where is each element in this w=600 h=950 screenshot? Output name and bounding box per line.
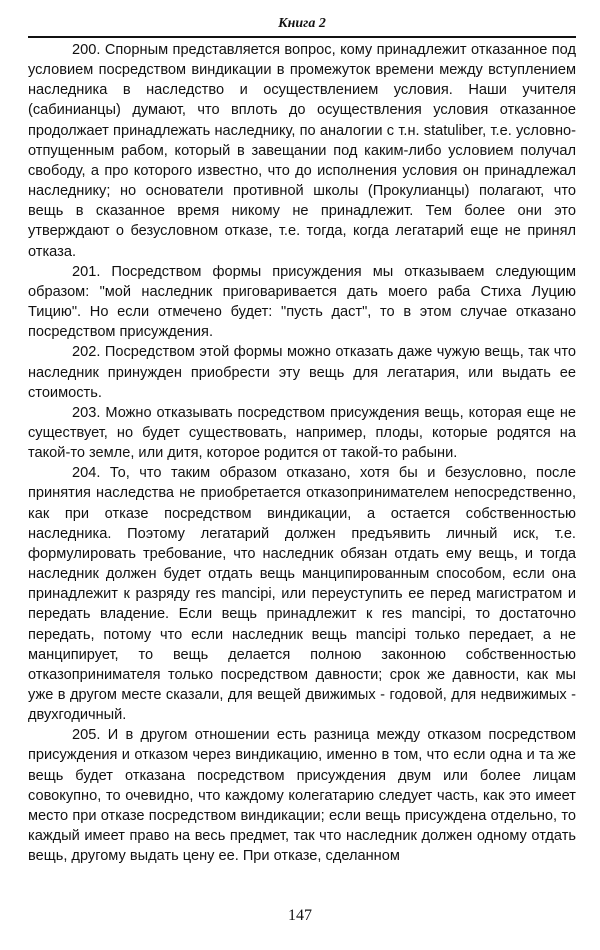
paragraph-201: 201. Посредством формы присуждения мы отказываем следующим образом: "мой наследник приговаривается дать моего раба Стиха Луцию Тицию". Но если отмечено будет: "пусть даст", то в этом случае отказано посредством присуждения. [28, 263, 576, 341]
paragraph-205: 205. И в другом отношении есть разница между отказом посредством присуждения и отказом через виндикацию, именно в том, что если одна и та же вещь будет отказана посредством присуждения двум или более лицам совокупно, то очевидно, что каждому колегатарию следует часть, как это имеет место при отказе посредством виндикации; если вещь присуждена отдельно, то каждый имеет право на весь предмет, так что наследник должен одному отдать вещь, другому выдать цену ее. При отказе, сделанном [28, 727, 576, 865]
paragraph-200: 200. Спорным представляется вопрос, кому принадлежит отказанное под условием посредством виндикации в промежуток времени между вступлением наследника в наследство и осуществлением условия. Наши учителя (сабинианцы) думают, что вплоть до осуществления условия отказанное продолжает принадлежать наследнику, по аналогии с т.н. statuliber, т.е. условно-отпущенным рабом, который в завещании под каким-либо условием получал свободу, а про которого известно, что до исполнения условия он принадлежал наследнику; но основатели противной школы (Прокулианцы) полагают, что вещь в сказанное время никому не принадлежит. Тем более они это утверждают о безусловном отказе, т.е. тогда, когда легатарий еще не принял отказа. [28, 42, 576, 260]
paragraph-202: 202. Посредством этой формы можно отказать даже чужую вещь, так что наследник принужден приобрести эту вещь для легатария, или выдать ее стоимость. [28, 344, 576, 401]
body-text [28, 40, 576, 866]
paragraph-203: 203. Можно отказывать посредством присуждения вещь, которая еще не существует, но будет существовать, например, плоды, которые родятся на такой-то земле, или дитя, которое родится от такой-то рабыни. [28, 404, 576, 462]
running-header-title: Книга 2 [278, 16, 326, 31]
paragraph-204: 204. То, что таким образом отказано, хотя бы и безусловно, после принятия наследства не приобретается отказопринимателем непосредственно, как при отказе посредством виндикации, а остается собственностью наследника. Поэтому легатарий должен предъявить личный иск, т.е. формулировать требование, что наследник обязан отдать ему вещь, и тогда наследник должен будет отдать вещь манципированным способом, если она принадлежит к разряду res mancipi, или переуступить ее перед магистратом и передать владение. Если вещь принадлежит к res mancipi, то достаточно передать, потому что если наследник вещь mancipi только передает, а не манципирует, то вещь делается полною законною собственностью отказопринимателя только посредством давности; срок же давности, как мы уже в другом месте сказали, для вещей движимых - годовой, для недвижимых - двухгодичный. [28, 465, 576, 724]
running-header [28, 14, 576, 38]
page-number: 147 [288, 907, 312, 924]
